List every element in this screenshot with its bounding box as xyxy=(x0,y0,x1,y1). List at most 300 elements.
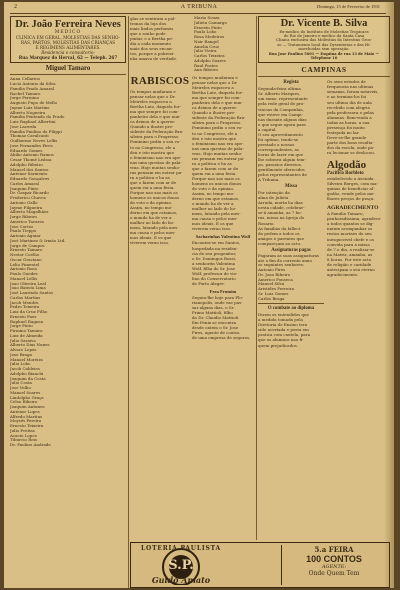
text-line: do Dr. Claudio Mattioli. xyxy=(192,315,240,321)
text-line: nas durante alguns dias xyxy=(258,116,307,122)
text-line: Arruda, morta ha dias xyxy=(258,200,303,206)
fera-frumim-heading: Fera Frumim xyxy=(209,288,237,294)
text-line: Sr. Alberto Marques, xyxy=(258,91,301,97)
text-line: nas uma questao de pala- xyxy=(192,145,244,151)
text-line: rianopolis, onde vae pas- xyxy=(192,299,243,305)
text-line: o mundo ha de ver a xyxy=(192,201,234,207)
rabiscos-right-col xyxy=(192,75,254,340)
ad-joao-line2: RAS, PARTOS, MOLESTIAS DAS CRIANÇAS xyxy=(20,40,116,46)
ad-vicente-line3: Clinica exclusiva das Molestias do Intestino Gros- xyxy=(276,37,372,43)
lottery-right xyxy=(281,545,386,585)
tamaro-list-item: Jacob Caldeira xyxy=(10,367,40,372)
text-line: pintar, e a Bertha pe- xyxy=(130,36,174,42)
rabiscos-body xyxy=(130,89,190,245)
text-line: mos ideais. E os que xyxy=(130,235,172,241)
lottery-agent: Guido Amato xyxy=(151,575,211,585)
text-line: Assim, no tempo mo- xyxy=(130,205,173,211)
text-line: de Porto Alegre. xyxy=(192,280,225,286)
tamaro-list-item: Joaquim Pinto xyxy=(10,186,39,191)
list-item: Ana Ribeiro xyxy=(194,68,218,73)
tamaro-list-item: Jorge de Campos xyxy=(10,243,45,248)
tamaro-list-item: Jayme Filgueira xyxy=(10,205,43,210)
text-line: derno em que estamos, xyxy=(130,210,178,216)
text-line: vras. Hoje muitas senho- xyxy=(130,164,181,170)
ad-vicente-line6: Rua Jose Paulino 5001 — Esquina de rua 13 de Maio — Telephone 16 xyxy=(268,51,380,60)
text-line: ra a politica e ha as xyxy=(130,174,170,180)
text-line: horas de lazer em que xyxy=(258,151,304,157)
column-1 xyxy=(10,16,126,588)
text-line: a todos quantos se dig- xyxy=(327,221,374,227)
text-line: sileira para o Progresso xyxy=(130,134,179,140)
ad-vicente-silva xyxy=(258,16,390,63)
text-line: Rosario. xyxy=(258,220,275,226)
tamaro-list-item: Manoel Moreira xyxy=(10,357,43,362)
text-line: homens os unicos donos xyxy=(192,180,242,186)
text-line: ca deixou de a querer. xyxy=(130,119,175,125)
text-line: estabelecido a Avenida xyxy=(327,176,374,182)
text-line: Meireles esqueceu a xyxy=(130,99,172,105)
tamaro-list-item: Anna Cellarius xyxy=(10,77,40,82)
missa-heading: Missa xyxy=(285,184,297,190)
text-line: cia de seu progenitor, xyxy=(192,250,237,256)
text-line: viverem verao isso. xyxy=(192,226,232,232)
tamaro-list-item: Alberto Dias Nunes xyxy=(10,343,50,348)
tamaro-list-item: Manoel Soares xyxy=(10,390,41,395)
tamaro-list-item: Luiz da Cruz Filho xyxy=(10,310,48,315)
text-line: Meireles esqueceu a xyxy=(192,85,234,91)
tamaro-list-item: Familia Paulino do Filippi xyxy=(10,129,62,134)
tamaro-list-item: Familia Penteado do Prado xyxy=(10,115,65,120)
tamaro-list-item: Alvaro Lopes xyxy=(10,348,37,353)
ad-vicente-line2: do Rio de Janeiro e medico da Santa Casa xyxy=(283,32,365,38)
text-line: Segunda-feira ultima xyxy=(258,86,301,92)
tamaro-list-item: Lucio Antonio da Silva xyxy=(10,82,56,87)
text-line: correspondentes, as xyxy=(258,146,299,152)
text-line: As familias da falleci- xyxy=(258,225,302,231)
rabiscos-top-left xyxy=(130,16,192,73)
list-item: Adolpho Soares xyxy=(194,58,226,63)
list-item: Ernesto Pinto xyxy=(194,25,222,30)
sacharinhas-heading: Sacharinhas Valentina Wolf xyxy=(195,234,251,240)
text-line: ma que sempre foi com- xyxy=(130,109,179,115)
ad-joao-role: MEDICO xyxy=(54,30,82,36)
text-line: dia a cada momento xyxy=(130,41,171,47)
list-item: Rosa Medeiros xyxy=(194,35,225,39)
list-item: Manoel Silva xyxy=(258,282,285,287)
text-line: do voto e da opiniao. xyxy=(130,200,173,206)
text-line: recebido com alegria xyxy=(327,104,370,110)
text-line: desde ontem o Sr. Jose xyxy=(192,325,239,331)
tamaro-list-item: José Martinez & Irmão Ltd. xyxy=(10,238,66,243)
text-line: ra a politica e ha as xyxy=(192,160,232,166)
tamaro-list-item: Manoel dos Santos xyxy=(10,167,49,172)
tamaro-list-item: Dr. Gaspar Ricardo xyxy=(10,191,49,196)
text-line: ras, missa na Igreja do xyxy=(258,215,305,221)
text-line: compareçam ao acto. xyxy=(258,240,302,246)
text-line: Quando a ilustre pre- xyxy=(130,124,174,130)
ad-vicente-line5: morrhoidas sem operação. xyxy=(298,46,350,52)
algodao-body xyxy=(327,176,390,201)
text-line: alma de Julieta xyxy=(258,195,289,201)
rabiscos-side-list xyxy=(194,16,254,73)
text-line: nas uma questao de pala- xyxy=(130,159,182,165)
text-line: que o fazem com ar de xyxy=(192,165,239,171)
list-item: Sr. Luiz Gomes xyxy=(258,291,289,296)
tamaro-list-item: Nestor Coelho xyxy=(10,253,40,258)
tamaro-list-item: Jacob Mendes xyxy=(10,300,39,305)
text-line: o feminismo nao era ape- xyxy=(130,154,182,160)
text-line: Em Fenix se encontra xyxy=(192,320,237,326)
tamaro-list-item: Tiburcio Reis xyxy=(10,438,37,443)
tamaro-list-item: Paulo Guedes xyxy=(10,272,38,277)
text-line: o feminismo nao era ape- xyxy=(192,140,244,146)
text-line: Porque nao sao mais os xyxy=(192,175,240,181)
text-line: Feminino pediu o seu vo- xyxy=(192,125,243,131)
tamaro-list-item: Jorge Pinto xyxy=(10,324,33,329)
text-line: quem vai a uma festa. xyxy=(192,170,237,176)
text-line: na Matriz, amanha, as xyxy=(327,251,373,257)
text-line: Pires, agente de coutos xyxy=(192,330,240,336)
text-line: naram acompanhar os xyxy=(327,226,373,232)
rabiscos-title: RABISCOS xyxy=(130,75,190,87)
text-line: pelos representantes de xyxy=(258,172,307,178)
list-item: ate o fim do corrente anno xyxy=(258,258,312,263)
text-line: panheiro dela e que nun- xyxy=(130,114,181,120)
text-line: vincias da Companhia, xyxy=(258,106,304,112)
ad-joao-line3: E REGIMENS ALIMENTARES. xyxy=(35,45,101,51)
ad-vicente-line4: so — Tratamento local das Dysenterias e das Hi- xyxy=(277,41,371,47)
text-line: restos mortaes do seu xyxy=(327,231,372,237)
text-line: Wolf, filha do Sr. Jose xyxy=(192,265,236,271)
lottery-top-text: LOTERIA PAULISTA xyxy=(141,545,221,552)
text-line: to no Congresso, ele a xyxy=(130,144,176,150)
lottery-ad xyxy=(130,542,390,588)
text-line: Silveira Borges, com ma- xyxy=(327,181,378,187)
text-line: convida para a missa xyxy=(327,241,370,247)
tamaro-list-item: Eduardo Gonçalves xyxy=(10,177,50,182)
ad-joao-line4: Residencia e consultorio: xyxy=(41,50,95,56)
text-line: mem, lutando pela mes- xyxy=(130,225,179,231)
text-line: godão, vende pelos me- xyxy=(327,191,375,197)
tamaro-list-item: Joao Oliveira Leal xyxy=(10,281,47,286)
issue-date: Domingo, 15 de Fevereiro de 1931 xyxy=(317,4,380,9)
section-rule xyxy=(258,303,324,304)
text-line: mais dos seus encan- xyxy=(130,46,173,52)
tamaro-list-item: Antonio Gallo xyxy=(10,200,38,205)
text-line: o mundo ha de ver a xyxy=(130,215,172,221)
text-line: mais lindos perfumes xyxy=(130,26,174,32)
text-line: festejada no lar. xyxy=(327,129,360,135)
text-line: que os alumnos nao fi- xyxy=(258,337,304,343)
column-divider-2 xyxy=(256,16,257,540)
text-line: O seu aproveitamento xyxy=(258,131,303,137)
tamaro-list-item: Lelio Pimentel xyxy=(10,262,40,267)
tamaro-list-item: Moysés Pereira xyxy=(10,419,42,424)
text-line: pela professora e pelas xyxy=(327,109,374,115)
tamaro-list-item: Acacio Lopes xyxy=(10,433,37,438)
text-line: quem prejudicados. xyxy=(258,342,298,348)
sacharinhas-body xyxy=(192,240,254,285)
text-line: lino do Conservatorio xyxy=(192,275,236,281)
text-line: nesta cidade, celebrar- xyxy=(258,205,305,211)
text-line: sidente da Federação Bra- xyxy=(130,129,184,135)
tamaro-list-item: Americo Tavares xyxy=(10,219,44,224)
text-line: Os tempos mudaram e xyxy=(130,89,176,94)
combate-diploma-body xyxy=(258,312,324,347)
text-line: semanas, foram notaveis, xyxy=(327,89,379,95)
text-line: a capital. xyxy=(258,126,277,132)
text-line: e que segue agora para xyxy=(258,121,306,127)
text-line: antecipam o seu eterno xyxy=(327,266,375,272)
column-3 xyxy=(258,16,390,540)
tamaro-list-item: Jose Lacerda xyxy=(10,124,37,129)
text-line: lhe sobrava algum tem- xyxy=(258,157,306,162)
agradecimento-body xyxy=(327,211,390,277)
text-line: parte dos bons resulta- xyxy=(327,139,374,145)
assignaturas-body xyxy=(258,254,324,302)
text-line: a medida tomada pela xyxy=(258,317,303,323)
tamaro-list-item: Augusto Pupo de Mello xyxy=(10,101,58,106)
tamaro-list-item: Alberto Magalhães xyxy=(10,210,49,215)
list-item: Julio Vieira xyxy=(194,49,217,54)
text-line: panheiro dela e que nun- xyxy=(192,100,243,106)
text-line: Por intenção da xyxy=(258,190,290,196)
column-divider-1 xyxy=(128,16,129,588)
tamaro-list-item: Manoel Lellis xyxy=(10,276,38,281)
text-line: Feminino pediu o seu vo- xyxy=(130,139,181,145)
text-line: alumnas. Bem-vinda a xyxy=(327,114,372,120)
tamaro-list-item: Familia Prado Amaral xyxy=(10,86,55,91)
text-line: amigos e parentes que xyxy=(258,235,304,241)
tamaro-list-item: Oscar Graciano xyxy=(10,257,42,262)
text-line: Os seus estudos de xyxy=(327,79,366,85)
text-line: ma causa e pelos mes- xyxy=(192,216,238,222)
text-line: Wolf, professor de vio- xyxy=(192,270,238,276)
list-item: Nair Rangel xyxy=(194,39,219,44)
text-line: a senhorita Valentina xyxy=(192,260,236,266)
text-line: frequencia nas ultimas xyxy=(327,84,374,90)
tamaro-list-item: Raphael Ragusa xyxy=(10,319,43,324)
text-line: o Sr. Domingos Rossi, xyxy=(192,255,237,261)
text-line: sido acertada e posta em xyxy=(258,327,309,333)
tamaro-list-item: Julio Costa xyxy=(10,381,32,386)
tamaro-heading: Miguel Tamaro xyxy=(45,65,91,73)
text-line: ra lecionar se deslocou. xyxy=(327,150,376,155)
text-line: dos da escola, onde pa- xyxy=(327,144,375,150)
tamaro-list-item: Joao Batista Lima xyxy=(10,286,46,291)
tamaro-list-item: Antonio Rosa xyxy=(10,267,37,272)
tamaro-list-item: Jose Braga xyxy=(10,352,32,357)
regista-body xyxy=(258,86,324,182)
regista-heading: Regista xyxy=(283,80,299,86)
text-line: Dizem os entendidos que xyxy=(258,312,309,318)
tamaro-list-item: Antenor Lopes xyxy=(10,409,40,414)
tamaro-list-item: Dr. Paulino Andrade xyxy=(10,443,51,448)
lottery-seal xyxy=(135,545,227,585)
lottery-agente-label: AGENTE: xyxy=(321,564,347,570)
campinas-rule xyxy=(258,76,390,77)
tamaro-list-item: Abilio Antonio Ramos xyxy=(10,153,54,158)
tamaro-list-item: Ernesto Tamaro xyxy=(10,248,43,253)
list-item: Carlos Braga xyxy=(258,296,285,301)
newspaper-title: A TRIBUNA xyxy=(180,4,218,10)
tamaro-list-item: Jorge Fermino xyxy=(10,96,40,101)
tamaro-name-list xyxy=(10,77,126,448)
rabiscos-top-right xyxy=(194,16,254,73)
text-line: viverem verao isso. xyxy=(130,240,170,246)
tamaro-list-item: Jose Velho xyxy=(10,386,31,391)
list-item: Paulo Lobo xyxy=(194,30,217,35)
tamaro-list-item: Julio Lobo xyxy=(10,362,31,367)
text-line: agradecimento. xyxy=(327,271,359,277)
list-item: Pagaram as suas assignaturas xyxy=(258,253,320,258)
tamaro-list-item: Julio Saraiva xyxy=(10,338,36,343)
ad-joao-line1: CLINICA EM GERAL, MOLESTIAS DAS SENHO- xyxy=(15,35,121,41)
text-line: lhores preços de praça. xyxy=(327,196,375,202)
tamaro-list-item: Eduardo Gomes xyxy=(10,148,43,153)
list-item: os seguintes senhores: xyxy=(258,263,305,268)
text-line: tos, porque a pobrezi- xyxy=(130,51,175,57)
text-line: vras. Hoje muitas senho- xyxy=(192,150,243,156)
text-line: to no Congresso, ele a xyxy=(192,130,238,136)
tamaro-list-item: Antonio Aguiar xyxy=(10,234,41,239)
text-line: sidente da Federação Bra- xyxy=(192,115,246,121)
tamaro-list-item: Joaquim da Costa xyxy=(10,376,46,381)
text-line: penhoradissima, agradece xyxy=(327,216,381,222)
rabiscos-left-col xyxy=(130,75,190,340)
text-line: sileira para o Progresso xyxy=(192,120,241,126)
tamaro-list-item: Lindolpho Graça xyxy=(10,395,44,400)
tamaro-list-item: Firmino Tamaro xyxy=(10,329,43,334)
lottery-weekday: 5.a FEIRA xyxy=(314,545,354,554)
text-line: glas se sentiram a pol- xyxy=(130,16,176,21)
list-item: Dr. Joao Ribeiro xyxy=(258,272,291,277)
text-line: ca deixou de a querer. xyxy=(192,105,237,111)
text-line: presença foi muito xyxy=(327,124,365,130)
tamaro-list-item: Alberto Nogueira xyxy=(10,110,46,115)
column-2 xyxy=(130,16,254,540)
agradecimento-heading: AGRADECIMENTO xyxy=(327,205,379,212)
text-line: Os tempos mudaram e xyxy=(192,75,238,80)
campinas-right-text xyxy=(327,79,390,155)
text-line: ma causa e pelos mes- xyxy=(130,230,176,236)
tamaro-list-item: Guilherme Neves Lellis xyxy=(10,139,58,144)
ad-vicente-name: Dr. Vicente B. Silva xyxy=(280,18,368,29)
list-item: Julieta Camargo xyxy=(194,20,227,25)
text-line: gentilmente oferecidos xyxy=(258,167,305,173)
text-line: pratica com cautela, para xyxy=(258,332,310,338)
text-line: de uma empresa de seguros. xyxy=(192,335,251,341)
tamaro-list-item: Carlos Amaral xyxy=(10,181,40,186)
text-line: Assim, no tempo mo- xyxy=(192,191,235,197)
tamaro-list-item: Celso Ribeiro xyxy=(10,400,38,405)
list-item: Carlos Teixeira xyxy=(194,54,225,58)
text-line: sar alguns dias, o Sr. xyxy=(192,304,235,310)
text-line: quem vai a uma festa. xyxy=(130,184,175,190)
text-line: se-á amanha, as 7 ho- xyxy=(258,210,302,216)
tamaro-list-item: Ernesto Teixeira xyxy=(10,424,44,429)
text-line: mulher ao lado do ho- xyxy=(192,206,237,212)
text-line: Diretoria de Ensino tera xyxy=(258,322,308,328)
tamaro-list-item: Adolpho Ribeiro xyxy=(10,162,43,167)
text-line: que o sonho pode xyxy=(130,31,166,37)
text-line: um exmo. representante xyxy=(258,96,308,102)
text-line: de 7.o dia, a realizar-se xyxy=(327,246,375,252)
text-line: Bertha Lutz, daquela for- xyxy=(130,104,182,110)
text-line: hospedada na residen- xyxy=(192,245,238,251)
text-line: 8 horas. Por este acto xyxy=(327,256,372,262)
tamaro-list-item: Alfredo Martins xyxy=(10,414,43,419)
campinas-right-col xyxy=(327,79,390,347)
tamaro-list-item: Thomaz Cavalcanti xyxy=(10,134,49,139)
ad-joao-line5: Rua Marquez do Herval, 62 — Teleph. 267 xyxy=(18,55,118,61)
text-line: seu ultimo dia de aula xyxy=(327,99,372,105)
text-line: Encontra-se em Santos, xyxy=(192,240,241,246)
text-line: da pedem a todos os xyxy=(258,230,300,236)
text-line: e ao termina-los foi xyxy=(327,94,367,100)
tamaro-list-item: Jorge Ribeiro xyxy=(10,215,37,220)
text-line: tronas da loja dos xyxy=(130,21,167,27)
lottery-prize: 100 CONTOS xyxy=(306,554,362,564)
text-line: deu e isto mostra que xyxy=(130,149,174,155)
tamaro-list-item: Jose Fernandes Pires xyxy=(10,143,53,148)
text-line: pela rede geral de pro- xyxy=(258,101,305,107)
combate-diploma-heading: O combate ao diploma xyxy=(267,306,315,312)
text-line: foi optimo, tendo-se xyxy=(258,136,299,142)
text-line: ras pensam em entrar pa- xyxy=(192,155,245,161)
text-line: pensar nelas que o Dr. xyxy=(130,94,176,100)
text-line: Porque nao sao mais os xyxy=(130,189,178,195)
campinas-heading: CAMPINAS xyxy=(301,65,347,75)
algodao-heading: Algodão xyxy=(327,159,367,172)
tamaro-list-item: Adolpho Bianchi xyxy=(10,371,44,376)
text-line: que o fazem com ar de xyxy=(130,179,177,185)
text-line: pensar nelas que o Dr. xyxy=(192,80,238,86)
tamaro-list-item: Ernesto Paes xyxy=(10,314,37,319)
list-item: Antonio Pires xyxy=(258,268,286,272)
algodao-subheading: Pacifico Borbleto xyxy=(327,171,364,177)
text-line: A Tribuna. xyxy=(258,177,280,183)
text-line: Primo Mattioli, filho xyxy=(192,310,233,316)
text-line: homens os unicos donos xyxy=(130,194,180,200)
tamaro-list-item: Paulo Tieppo xyxy=(10,229,37,234)
text-line: quinas de beneficiar al- xyxy=(327,186,375,192)
lottery-sp: S.P. xyxy=(168,558,194,573)
text-line: nha amava de verdade. xyxy=(130,56,178,62)
tamaro-list-item: Pedro Teixeira xyxy=(10,305,40,310)
tamaro-list-item: Julio Freitas xyxy=(10,428,35,433)
tamaro-list-item: Antenor Sarmento xyxy=(10,172,48,177)
text-line: mos ideais. E os que xyxy=(192,221,234,227)
list-item: Maria Souza xyxy=(194,16,220,20)
text-line: Deve-se-lhe grande xyxy=(327,134,367,140)
text-line: todas as horas, a sua xyxy=(327,119,370,125)
text-line: mem, lutando pela mes- xyxy=(192,211,241,217)
text-line: Seguiu-lhe hoje para Flo- xyxy=(192,294,244,300)
missa-body xyxy=(258,190,324,246)
list-item: Aristides Ferreira xyxy=(258,287,294,291)
tamaro-list-item: Joaquim Antunes xyxy=(10,405,45,410)
text-line: do voto e da opiniao. xyxy=(192,186,235,192)
list-item: Amelia Cruz xyxy=(194,44,219,49)
ad-vicente-line1: Ex-medico do Instituto de Molestias Tropicaes xyxy=(279,28,369,34)
text-line: po, passeios diversos, xyxy=(258,162,303,168)
text-line: ras pensam em entrar pa- xyxy=(130,169,183,175)
text-line: que esteve em Campi- xyxy=(258,111,303,117)
tamaro-list-item: Rachel Tamaro xyxy=(10,91,41,96)
lottery-slogan: Onde Quem Tem xyxy=(308,570,360,577)
text-line: mulher ao lado do ho- xyxy=(130,220,175,226)
